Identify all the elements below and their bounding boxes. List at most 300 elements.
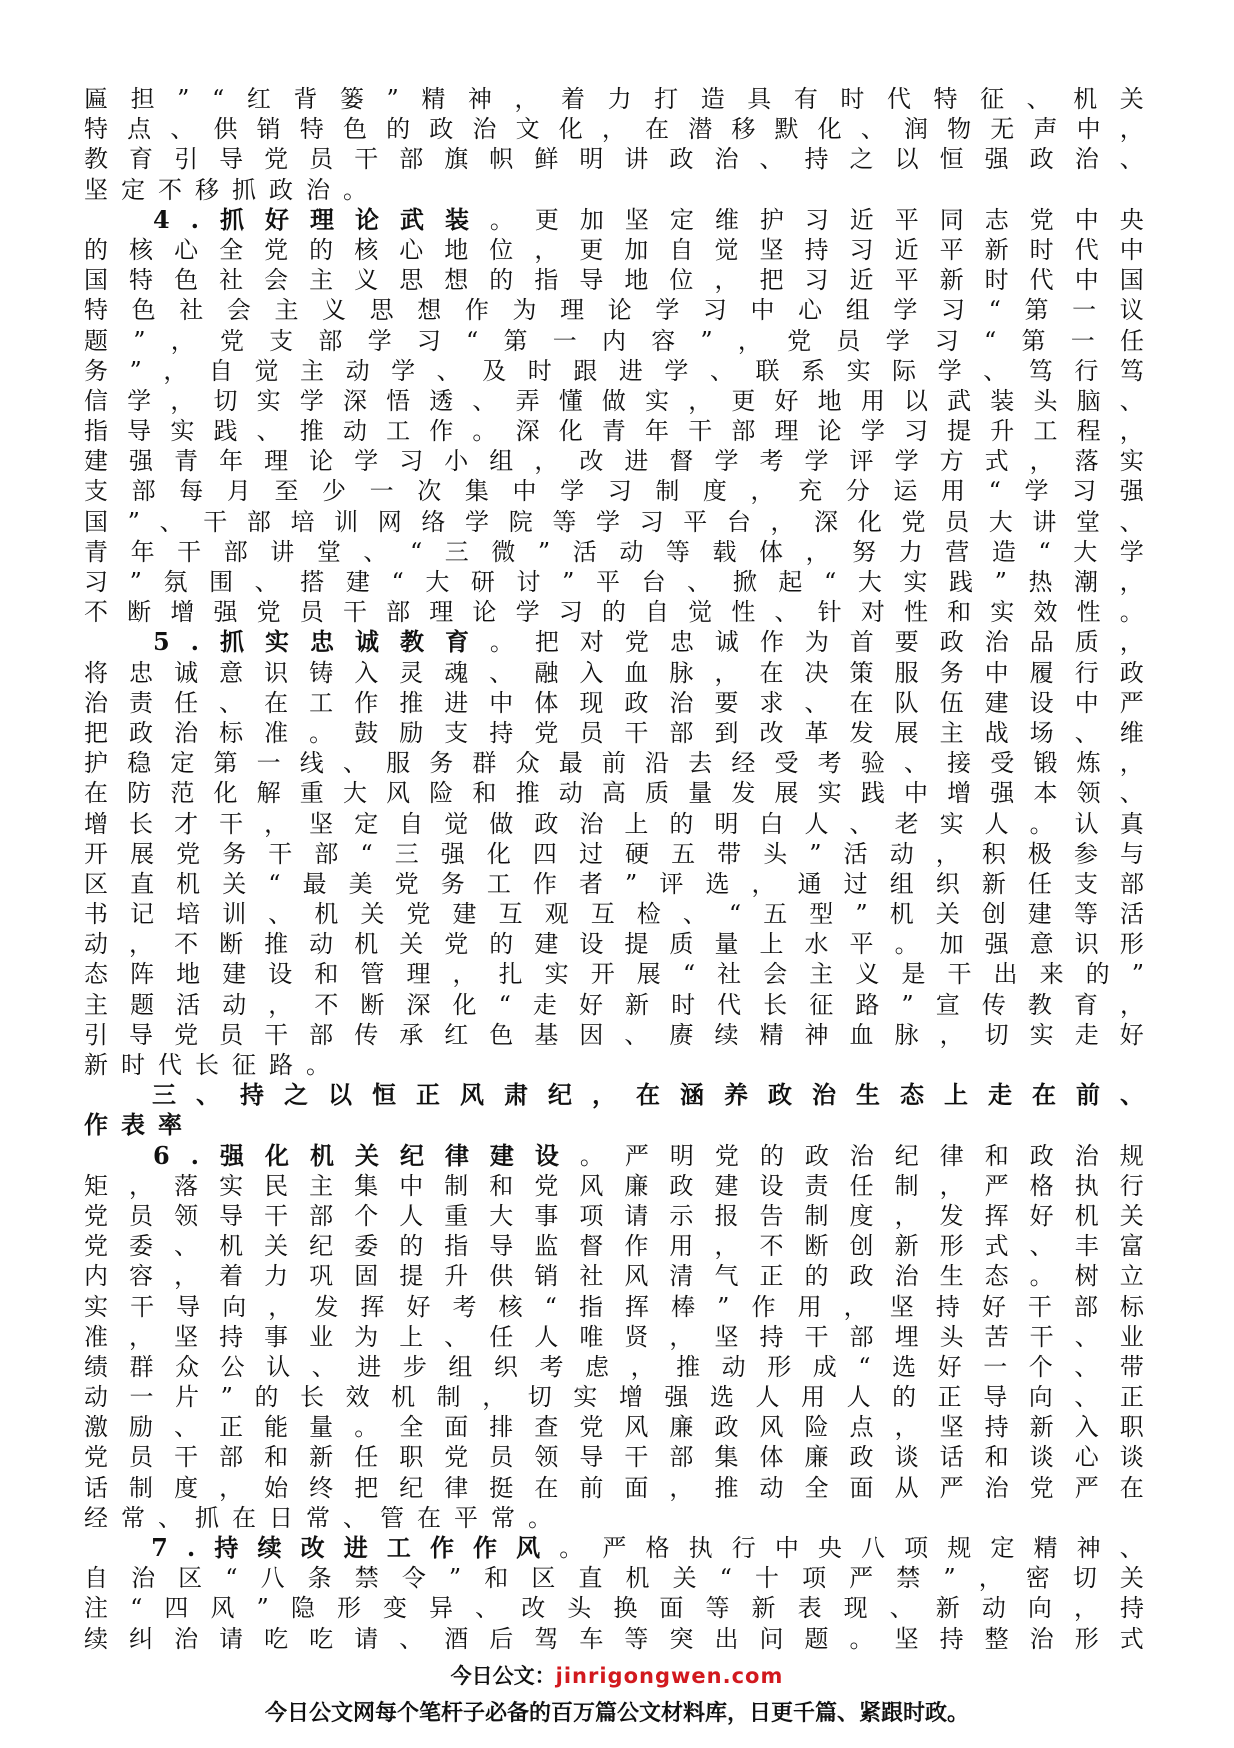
glyph: 社 xyxy=(717,960,742,989)
glyph: 展 xyxy=(636,960,661,989)
text-line xyxy=(84,1382,1144,1412)
glyph: 锻 xyxy=(1033,749,1058,778)
glyph: ” xyxy=(562,568,575,596)
glyph: 维 xyxy=(714,205,739,234)
glyph: 廉 xyxy=(669,1413,694,1442)
glyph: 青 xyxy=(601,417,626,446)
glyph: 改 xyxy=(579,447,604,476)
glyph: 决 xyxy=(804,658,829,687)
glyph: 人 xyxy=(399,1201,424,1230)
glyph: 政 xyxy=(849,1262,874,1291)
glyph: 推 xyxy=(676,1352,701,1381)
glyph: 血 xyxy=(849,1020,874,1049)
glyph: 论 xyxy=(607,296,632,325)
glyph: 切 xyxy=(527,1383,552,1412)
glyph: 行 xyxy=(1074,356,1099,385)
glyph: 支 xyxy=(269,326,294,355)
glyph: 讲 xyxy=(624,145,649,174)
glyph: 矩 xyxy=(84,1171,108,1200)
glyph: 征 xyxy=(809,990,834,1019)
glyph: 准 xyxy=(264,718,289,747)
glyph: 、 xyxy=(624,1020,649,1049)
glyph: 内 xyxy=(601,326,626,355)
glyph: 实 xyxy=(939,809,964,838)
glyph: 断 xyxy=(127,598,152,627)
glyph: 部 xyxy=(386,598,411,627)
glyph: 干 xyxy=(624,1443,649,1472)
glyph: 度 xyxy=(702,477,727,506)
glyph: 默 xyxy=(774,115,799,144)
glyph: 委 xyxy=(354,1232,379,1261)
glyph: 三 xyxy=(394,839,419,868)
glyph: 性 xyxy=(1076,598,1101,627)
glyph: 社 xyxy=(219,266,244,295)
glyph: 。 xyxy=(559,1534,584,1562)
glyph: 习 xyxy=(702,296,727,325)
glyph: 走 xyxy=(532,990,557,1019)
text-line xyxy=(84,84,1144,114)
glyph: 险 xyxy=(804,1413,829,1442)
glyph: 核 xyxy=(498,1292,523,1321)
glyph: 定 xyxy=(121,175,158,204)
glyph: 将 xyxy=(84,658,108,687)
glyph: 机 xyxy=(354,930,379,959)
glyph: 员 xyxy=(309,145,334,174)
glyph: ” xyxy=(625,869,638,898)
glyph: 带 xyxy=(1119,1352,1144,1381)
glyph: 新 xyxy=(1029,1413,1054,1442)
glyph: ， xyxy=(170,326,195,355)
glyph: 严 xyxy=(1119,688,1144,717)
glyph: ， xyxy=(452,960,477,989)
glyph: 学 xyxy=(1119,537,1144,566)
glyph: 标 xyxy=(1120,1292,1144,1321)
glyph: 质 xyxy=(645,779,670,808)
glyph: 、 xyxy=(489,658,514,687)
glyph: 自 xyxy=(669,235,694,264)
glyph: 强 xyxy=(664,1383,689,1412)
glyph: 三 xyxy=(444,537,469,566)
glyph: 挥 xyxy=(625,1292,650,1321)
glyph: 树 xyxy=(1074,1262,1099,1291)
glyph: 点 xyxy=(849,1413,874,1442)
glyph: 力 xyxy=(264,1262,289,1291)
glyph: ， xyxy=(514,85,539,113)
glyph: 和 xyxy=(984,1443,1009,1472)
glyph: 面 xyxy=(444,1413,469,1442)
glyph: 供 xyxy=(213,115,238,144)
glyph: 院 xyxy=(508,507,533,536)
glyph: 月 xyxy=(226,477,251,506)
glyph: 现 xyxy=(579,688,604,717)
glyph: 工 xyxy=(309,688,334,717)
glyph: 载 xyxy=(712,537,737,566)
glyph: 持 xyxy=(214,1533,239,1562)
glyph: 的 xyxy=(489,266,514,295)
glyph: ” xyxy=(220,1383,233,1412)
glyph: 学 xyxy=(595,507,620,536)
glyph: 、 xyxy=(311,1352,336,1381)
glyph: 肃 xyxy=(504,1080,528,1110)
glyph: 地 xyxy=(817,386,842,415)
glyph: ” xyxy=(901,990,914,1019)
glyph: 务 xyxy=(440,869,465,898)
text-line xyxy=(84,356,1144,386)
glyph: 容 xyxy=(651,326,676,355)
glyph: 神 xyxy=(467,85,492,113)
glyph: 受 xyxy=(774,749,799,778)
glyph: 管 xyxy=(360,960,385,989)
glyph: 正 xyxy=(759,1262,784,1291)
glyph: 题 xyxy=(804,1624,829,1653)
glyph: 鼓 xyxy=(354,718,379,747)
glyph: 的 xyxy=(804,1262,829,1291)
glyph: 风 xyxy=(624,1262,649,1291)
glyph: 大 xyxy=(1073,537,1098,566)
glyph: 设 xyxy=(579,930,604,959)
glyph: 纪 xyxy=(399,1473,424,1502)
glyph: 把 xyxy=(759,266,784,295)
glyph: 近 xyxy=(849,266,874,295)
glyph: 担 xyxy=(130,85,155,113)
glyph: 经 xyxy=(84,1503,121,1532)
glyph: 地 xyxy=(444,235,469,264)
glyph: 治 xyxy=(1074,145,1099,174)
glyph: 挥 xyxy=(360,1292,385,1321)
glyph: 关 xyxy=(935,900,960,929)
glyph: 稳 xyxy=(127,749,152,778)
glyph: 领 xyxy=(1076,779,1101,808)
glyph: 实 xyxy=(1029,1020,1054,1049)
glyph: 部 xyxy=(1073,1292,1098,1321)
glyph: ， xyxy=(630,1352,655,1381)
glyph: 作 xyxy=(429,417,454,446)
glyph: 三 xyxy=(152,1080,176,1110)
glyph: 唯 xyxy=(579,1322,604,1351)
glyph: 题 xyxy=(84,326,108,355)
glyph: 常 xyxy=(491,1503,528,1532)
glyph: 五 xyxy=(763,900,788,929)
glyph: 改 xyxy=(300,1533,325,1562)
footer-source-url[interactable]: jinrigongwen.com xyxy=(555,1664,784,1688)
glyph: ， xyxy=(1120,990,1144,1019)
glyph: 小 xyxy=(444,447,469,476)
glyph: 、 xyxy=(804,688,829,717)
glyph: . xyxy=(190,204,200,234)
glyph: 大 xyxy=(342,779,367,808)
glyph: ， xyxy=(688,386,713,415)
glyph: ， xyxy=(1119,749,1144,778)
glyph: 、 xyxy=(444,1322,469,1351)
glyph: 好 xyxy=(1029,1201,1054,1230)
glyph: 告 xyxy=(759,1201,784,1230)
glyph: 吃 xyxy=(309,1624,334,1653)
glyph: 的 xyxy=(309,235,334,264)
glyph: 扎 xyxy=(498,960,523,989)
glyph: 长 xyxy=(300,1383,325,1412)
glyph: 治 xyxy=(1029,1624,1054,1653)
glyph: 党 xyxy=(84,1232,108,1261)
glyph: 评 xyxy=(849,447,874,476)
glyph: 持 xyxy=(984,1413,1009,1442)
glyph: 上 xyxy=(944,1080,968,1110)
glyph: 、 xyxy=(399,1624,424,1653)
glyph: 行 xyxy=(1119,1171,1144,1200)
glyph: 话 xyxy=(939,1443,964,1472)
glyph: 创 xyxy=(981,900,1006,929)
glyph: 、 xyxy=(1119,145,1144,174)
text-line xyxy=(84,809,1144,839)
glyph: 话 xyxy=(84,1473,108,1502)
text-line xyxy=(84,175,1144,205)
glyph: 规 xyxy=(947,1534,972,1562)
glyph: 政 xyxy=(804,1141,829,1170)
glyph: 推 xyxy=(515,779,540,808)
glyph: 用 xyxy=(797,1292,822,1321)
glyph: 潜 xyxy=(688,115,713,144)
glyph: 等 xyxy=(552,507,577,536)
glyph: 装 xyxy=(990,386,1015,415)
glyph: 伍 xyxy=(939,688,964,717)
glyph: 时 xyxy=(527,356,552,385)
glyph: “ xyxy=(268,869,281,898)
glyph: 阵 xyxy=(130,960,155,989)
glyph: 热 xyxy=(1028,568,1053,596)
glyph: 机 xyxy=(1073,85,1098,113)
glyph: 习 xyxy=(558,598,583,627)
glyph: 固 xyxy=(354,1262,379,1291)
glyph: 首 xyxy=(849,628,874,657)
glyph: ” xyxy=(717,1292,730,1321)
glyph: 在 xyxy=(645,115,670,144)
glyph: 志 xyxy=(984,205,1009,234)
glyph: 党 xyxy=(534,1171,559,1200)
glyph: 理 xyxy=(406,960,431,989)
glyph: 场 xyxy=(1029,718,1054,747)
glyph: 特 xyxy=(84,296,108,325)
glyph: 地 xyxy=(624,266,649,295)
glyph: 造 xyxy=(991,537,1016,566)
glyph: 明 xyxy=(579,145,604,174)
glyph: 全 xyxy=(399,1413,424,1442)
glyph: 理 xyxy=(774,417,799,446)
glyph: “ xyxy=(858,1352,871,1381)
glyph: 治 xyxy=(812,1080,836,1110)
glyph: 、 xyxy=(196,1080,220,1110)
glyph: 干 xyxy=(130,1292,155,1321)
glyph: 位 xyxy=(489,235,514,264)
glyph: 进 xyxy=(624,447,649,476)
glyph: 制 xyxy=(444,1171,469,1200)
glyph: 最 xyxy=(558,749,583,778)
glyph: 议 xyxy=(1119,296,1144,325)
glyph: 党 xyxy=(444,1443,469,1472)
text-line xyxy=(84,1352,1144,1382)
glyph: 努 xyxy=(852,537,877,566)
text-line xyxy=(84,959,1144,989)
glyph: 实 xyxy=(817,779,842,808)
glyph: 时 xyxy=(671,990,696,1019)
glyph: 在 xyxy=(232,1503,269,1532)
glyph: ， xyxy=(978,1564,1003,1593)
glyph: 和 xyxy=(489,1171,514,1200)
glyph: 容 xyxy=(129,1262,154,1291)
glyph: 八 xyxy=(260,1564,285,1593)
glyph: 识 xyxy=(264,658,289,687)
glyph: 服 xyxy=(386,749,411,778)
glyph: 从 xyxy=(894,1473,919,1502)
glyph: 强 xyxy=(129,447,154,476)
glyph: 排 xyxy=(489,1413,514,1442)
glyph: ” xyxy=(1131,960,1144,989)
glyph: 挥 xyxy=(984,1201,1009,1230)
glyph: 动 xyxy=(84,1383,108,1412)
text-line xyxy=(84,1473,1144,1503)
glyph: 中 xyxy=(1074,266,1099,295)
glyph: 和 xyxy=(984,1141,1009,1170)
glyph: 好 xyxy=(774,386,799,415)
glyph: 移 xyxy=(731,115,756,144)
glyph: 动 xyxy=(981,1594,1006,1623)
glyph: ” xyxy=(133,326,146,355)
glyph: 动 xyxy=(721,1352,746,1381)
glyph: 党 xyxy=(444,930,469,959)
glyph: 核 xyxy=(129,235,154,264)
glyph: 导 xyxy=(129,1020,154,1049)
glyph: 度 xyxy=(174,1473,199,1502)
glyph: 才 xyxy=(174,809,199,838)
glyph: ， xyxy=(1119,568,1144,596)
glyph: 效 xyxy=(345,1383,370,1412)
glyph: 心 xyxy=(798,296,823,325)
glyph: 个 xyxy=(354,1201,379,1230)
glyph: 特 xyxy=(299,115,324,144)
glyph: 等 xyxy=(665,537,690,566)
glyph: . xyxy=(186,1533,196,1562)
glyph: 考 xyxy=(539,1352,564,1381)
glyph: 型 xyxy=(809,900,834,929)
glyph: 的 xyxy=(399,1232,424,1261)
glyph: 代 xyxy=(158,1051,195,1079)
glyph: 训 xyxy=(222,900,247,929)
glyph: 片 xyxy=(175,1383,200,1412)
glyph: 推 xyxy=(399,688,424,717)
glyph: 一 xyxy=(552,326,577,355)
glyph: 实 xyxy=(219,1171,244,1200)
glyph: 律 xyxy=(444,1140,469,1170)
glyph: ” xyxy=(994,568,1007,596)
glyph: 特 xyxy=(84,115,108,144)
glyph: 义 xyxy=(354,266,379,295)
glyph: ， xyxy=(1029,447,1054,476)
glyph: 一 xyxy=(256,749,281,778)
glyph: 真 xyxy=(1119,809,1144,838)
glyph: 人 xyxy=(846,1383,871,1412)
glyph: 清 xyxy=(669,1262,694,1291)
glyph: 党 xyxy=(174,1020,199,1049)
glyph: 开 xyxy=(84,839,108,868)
glyph: 化 xyxy=(452,990,477,1019)
glyph: 习 xyxy=(607,477,632,506)
glyph: 、 xyxy=(1074,718,1099,747)
glyph: 气 xyxy=(714,1262,739,1291)
glyph: 时 xyxy=(1029,235,1054,264)
glyph: 化 xyxy=(213,779,238,808)
glyph: 自 xyxy=(645,598,670,627)
glyph: 政 xyxy=(1029,1141,1054,1170)
glyph: 革 xyxy=(804,718,829,747)
glyph: 运 xyxy=(893,477,918,506)
text-line xyxy=(84,567,1144,597)
glyph: 新 xyxy=(939,266,964,295)
glyph: “ xyxy=(466,326,479,355)
text-line xyxy=(84,839,1144,869)
glyph: ” xyxy=(809,839,822,868)
glyph: 指 xyxy=(578,1292,603,1321)
glyph: 员 xyxy=(489,1443,514,1472)
glyph: 考 xyxy=(452,1292,477,1321)
glyph: 坚 xyxy=(889,1292,914,1321)
glyph: 背 xyxy=(293,85,318,113)
glyph: 干 xyxy=(174,1443,199,1472)
glyph: 进 xyxy=(357,1352,382,1381)
glyph: 率 xyxy=(158,1110,195,1140)
glyph: 好 xyxy=(1119,1020,1144,1049)
glyph: “ xyxy=(682,960,696,989)
glyph: 篓 xyxy=(339,85,364,113)
glyph: 研 xyxy=(470,568,495,596)
glyph: ， xyxy=(163,356,188,385)
glyph: 机 xyxy=(309,1140,334,1170)
glyph: 、 xyxy=(849,809,874,838)
glyph: 承 xyxy=(399,1020,424,1049)
glyph: 、 xyxy=(268,900,293,929)
glyph: 色 xyxy=(174,266,199,295)
glyph: 台 xyxy=(726,507,751,536)
glyph: 教 xyxy=(399,627,424,657)
glyph: 增 xyxy=(947,779,972,808)
glyph: “ xyxy=(984,326,997,355)
glyph: 识 xyxy=(1074,930,1099,959)
glyph: 业 xyxy=(309,1322,334,1351)
glyph: 品 xyxy=(1029,628,1054,657)
glyph: 更 xyxy=(534,205,559,234)
footer-slogan: 今日公文网每个笔杆子必备的百万篇公文材料库，日更千篇、紧跟时政。 xyxy=(264,1701,969,1726)
glyph: 员 xyxy=(945,507,970,536)
glyph: 入 xyxy=(354,658,379,687)
glyph: 参 xyxy=(1073,839,1098,868)
glyph: 声 xyxy=(1033,115,1058,144)
glyph: 动 xyxy=(558,779,583,808)
glyph: 、 xyxy=(363,537,388,566)
glyph: 活 xyxy=(572,537,597,566)
glyph: 干 xyxy=(1029,1322,1054,1351)
glyph: 设 xyxy=(1029,688,1054,717)
glyph: 干 xyxy=(264,1201,289,1230)
glyph: 队 xyxy=(894,688,919,717)
glyph: ， xyxy=(894,1201,919,1230)
glyph: 规 xyxy=(1119,1141,1144,1170)
glyph: ， xyxy=(751,869,776,898)
glyph: 学 xyxy=(655,296,680,325)
glyph: 、 xyxy=(983,356,1008,385)
glyph: “ xyxy=(988,296,1001,325)
glyph: 隐 xyxy=(290,1594,315,1623)
glyph: 建 xyxy=(84,447,108,476)
glyph: 时 xyxy=(121,1051,158,1079)
glyph: 学 xyxy=(127,386,152,415)
glyph: 问 xyxy=(759,1624,784,1653)
